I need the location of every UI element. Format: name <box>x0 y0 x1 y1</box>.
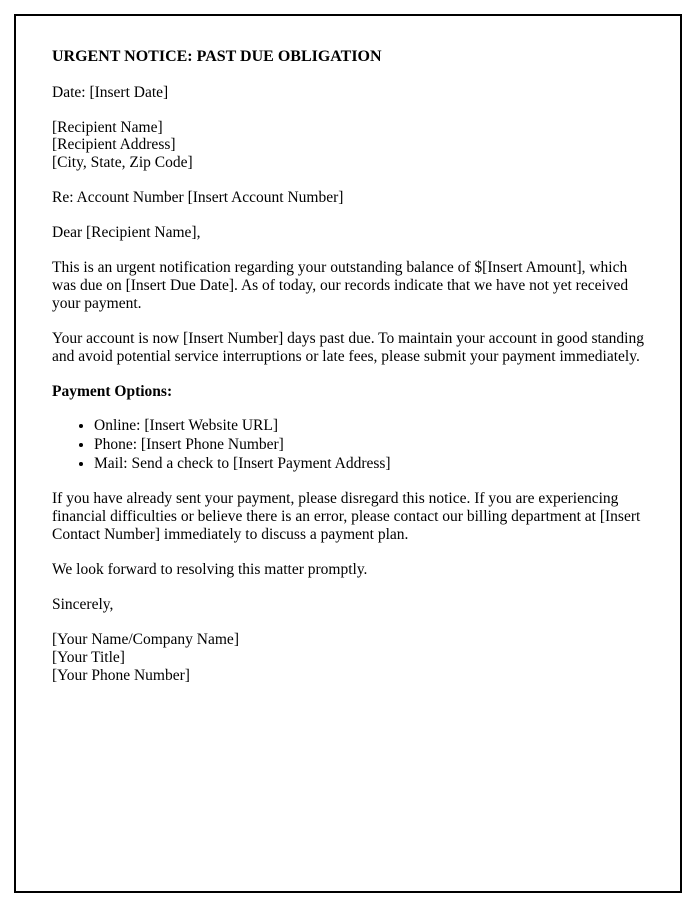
recipient-address-line: [Recipient Address] <box>52 136 176 154</box>
paragraph-balance: This is an urgent notification regarding your outstanding balance of $[Insert Amount], which was due on [Insert Due Date]. As of today, our records indicate that we have not yet received your payment. <box>52 259 629 313</box>
payment-options-list <box>52 417 644 473</box>
paragraph-past-due: Your account is now [Insert Number] days past due. To maintain your account in good standing and avoid potential service interruptions or late fees, please submit your payment immediately. <box>52 330 644 366</box>
letter-content <box>16 16 680 685</box>
signature-block <box>52 631 644 685</box>
payment-option-online: • Online: [Insert Website URL] <box>94 417 644 435</box>
letter-page <box>14 14 682 893</box>
letter-title: URGENT NOTICE: PAST DUE OBLIGATION <box>52 48 382 65</box>
recipient-name-line: [Recipient Name] <box>52 118 163 136</box>
payment-options-heading: Payment Options: <box>52 383 173 401</box>
payment-option-phone: • Phone: [Insert Phone Number] <box>94 436 644 454</box>
re-line: Re: Account Number [Insert Account Number] <box>52 189 344 207</box>
signature-phone-line: [Your Phone Number] <box>52 666 190 684</box>
salutation: Dear [Recipient Name], <box>52 224 201 242</box>
date-line: Date: [Insert Date] <box>52 83 169 101</box>
recipient-block <box>52 119 644 173</box>
signature-title-line: [Your Title] <box>52 648 125 666</box>
signature-name-line: [Your Name/Company Name] <box>52 630 239 648</box>
paragraph-disregard: If you have already sent your payment, please disregard this notice. If you are experiencing financial difficulties or believe there is an error, please contact our billing department at [Insert Contact Number] immediately to discuss a payment plan. <box>52 490 641 544</box>
payment-option-mail: • Mail: Send a check to [Insert Payment Address] <box>94 455 644 473</box>
closing: Sincerely, <box>52 595 114 613</box>
paragraph-resolve: We look forward to resolving this matter promptly. <box>52 560 368 578</box>
recipient-city-line: [City, State, Zip Code] <box>52 154 193 172</box>
